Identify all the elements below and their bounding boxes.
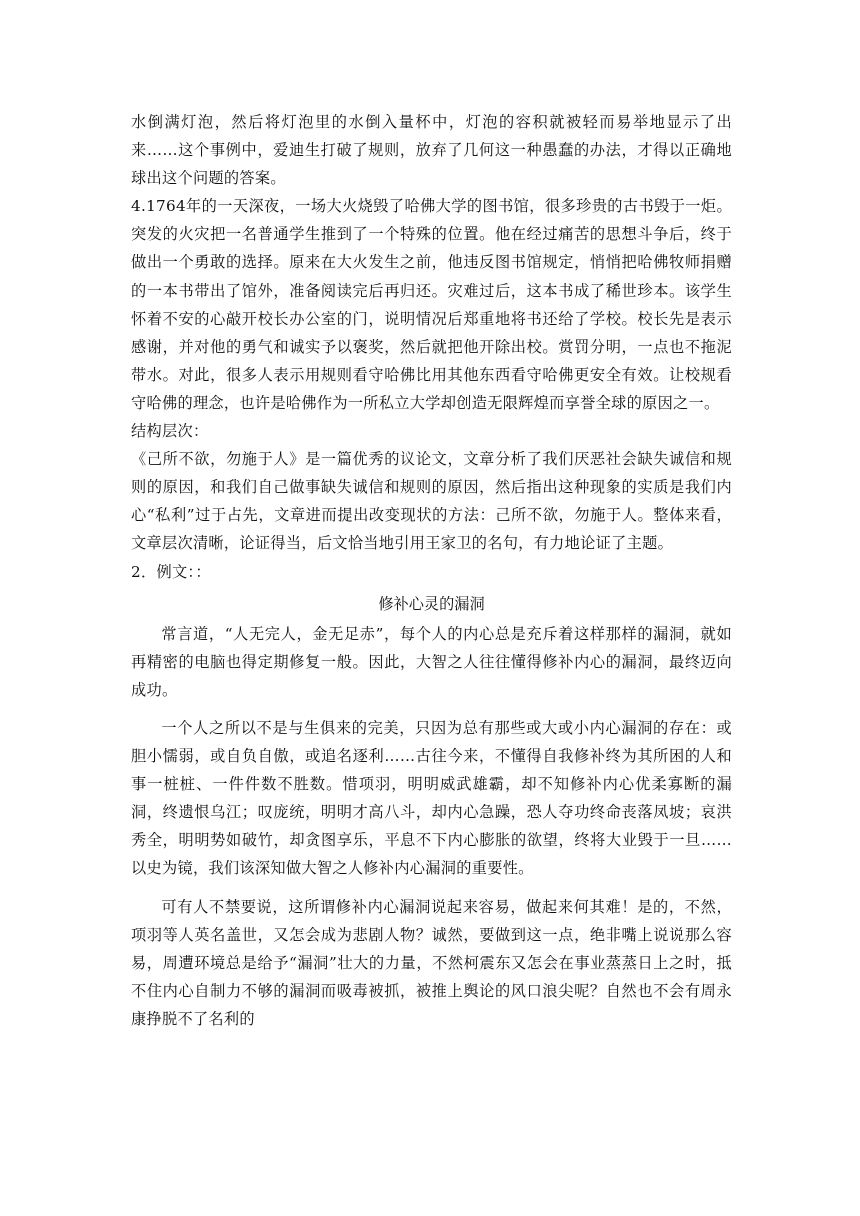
paragraph-spacer <box>131 704 732 714</box>
essay-paragraph-1: 常言道，“人无完人，金无足赤”，每个人的内心总是充斥着这样那样的漏洞，就如再精密的电脑也得定期修复一般。因此，大智之人往往懂得修补内心的漏洞，最终迈向成功。 <box>131 624 732 699</box>
paragraph-structure-heading: 结构层次： <box>131 422 209 441</box>
paragraph-edison-example: 水倒满灯泡，然后将灯泡里的水倒入量杯中，灯泡的容积就被轻而易举地显示了出来……这个事例中，爱迪生打破了规则，放弃了几何这一种愚蠢的办法，才得以正确地球出这个问题的答案。 <box>131 113 732 188</box>
paragraph-example-label: 2．例文：： <box>131 562 211 581</box>
essay-paragraph-2: 一个人之所以不是与生俱来的完美，只因为总有那些或大或小内心漏洞的存在：或胆小懦弱，或自负自傲，或追名逐利……古往今来，不懂得自我修补终为其所困的人和事一桩桩、一件件数不胜数。惜项羽，明明威武雄霸，却不知修补内心优柔寡断的漏洞，终遗恨乌江；叹庞统，明明才高八斗，却内心急躁，恐人夺功终命丧落凤坡；哀洪秀全，明明势如破竹，却贪图享乐，平息不下内心膨胀的欲望，终将大业毁于一旦……以史为镜，我们该深知做大智之人修补内心漏洞的重要性。 <box>131 718 732 878</box>
essay-title: 修补心灵的漏洞 <box>378 594 485 613</box>
paragraph-structure-analysis: 《己所不欲，勿施于人》是一篇优秀的议论文，文章分析了我们厌恶社会缺失诚信和规则的原因，和我们自己做事缺失诚信和规则的原因，然后指出这种现象的实质是我们内心“私利”过于占先，文章进而提出改变现状的方法：己所不欲，勿施于人。整体来看，文章层次清晰，论证得当，后文恰当地引用王家卫的名句，有力地论证了主题。 <box>131 450 732 553</box>
paragraph-spacer <box>131 883 732 893</box>
document-page <box>131 108 732 1033</box>
paragraph-harvard-example: 4.1764年的一天深夜，一场大火烧毁了哈佛大学的图书馆，很多珍贵的古书毁于一炬。突发的火灾把一名普通学生推到了一个特殊的位置。他在经过痛苦的思想斗争后，终于做出一个勇敢的选择。原来在大火发生之前，他违反图书馆规定，悄悄把哈佛牧师捐赠的一本书带出了馆外，准备阅读完后再归还。灾难过后，这本书成了稀世珍本。该学生怀着不安的心敲开校长办公室的门，说明情况后郑重地将书还给了学校。校长先是表示感谢，并对他的勇气和诚实予以褒奖，然后就把他开除出校。赏罚分明，一点也不拖泥带水。对此，很多人表示用规则看守哈佛比用其他东西看守哈佛更安全有效。让校规看守哈佛的理念，也许是哈佛作为一所私立大学却创造无限辉煌而享誉全球的原因之一。 <box>131 197 732 412</box>
essay-paragraph-3: 可有人不禁要说，这所谓修补内心漏洞说起来容易，做起来何其难！是的，不然，项羽等人英名盖世，又怎会成为悲剧人物？诚然，要做到这一点，绝非嘴上说说那么容易，周遭环境总是给予“漏洞”壮大的力量，不然柯震东又怎会在事业蒸蒸日上之时，抵不住内心自制力不够的漏洞而吸毒被抓，被推上舆论的风口浪尖呢？自然也不会有周永康挣脱不了名利的 <box>131 897 732 1028</box>
